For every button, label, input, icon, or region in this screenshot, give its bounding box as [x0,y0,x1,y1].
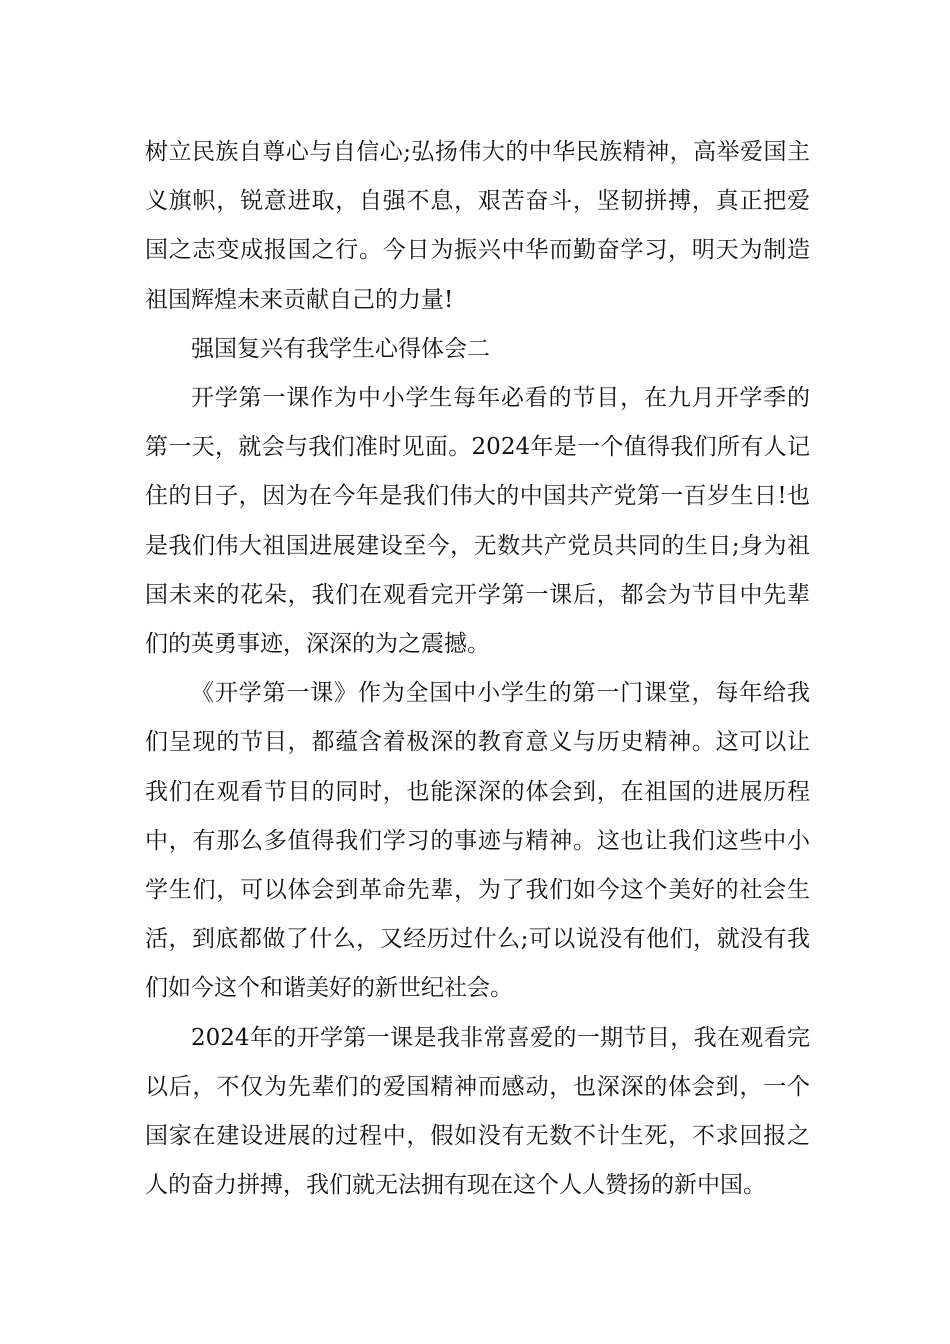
paragraph-continuation: 树立民族自尊心与自信心;弘扬伟大的中华民族精神，高举爱国主义旗帜，锐意进取，自强不息，艰苦奋斗，坚韧拼搏，真正把爱国之志变成报国之行。今日为振兴中华而勤奋学习，明天为制造祖国辉煌未来贡献自己的力量! [145,139,810,313]
document-body [145,128,810,1210]
paragraph: 2024年的开学第一课是我非常喜爱的一期节目，我在观看完以后，不仅为先辈们的爱国精神而感动，也深深的体会到，一个国家在建设进展的过程中，假如没有无数不计生死，不求回报之人的奋力拼搏，我们就无法拥有现在这个人人赞扬的新中国。 [145,1024,810,1199]
paragraph: 开学第一课作为中小学生每年必看的节目，在九月开学季的第一天，就会与我们准时见面。2024年是一个值得我们所有人记住的日子，因为在今年是我们伟大的中国共产党第一百岁生日!也是我们伟大祖国进展建设至今，无数共产党员共同的生日;身为祖国未来的花朵，我们在观看完开学第一课后，都会为节目中先辈们的英勇事迹，深深的为之震撼。 [145,385,810,658]
section-heading: 强国复兴有我学生心得体会二 [191,335,490,362]
paragraph: 《开学第一课》作为全国中小学生的第一门课堂，每年给我们呈现的节目，都蕴含着极深的教育意义与历史精神。这可以让我们在观看节目的同时，也能深深的体会到，在祖国的进展历程中，有那么多值得我们学习的事迹与精神。这也让我们这些中小学生们，可以体会到革命先辈，为了我们如今这个美好的社会生活，到底都做了什么，又经历过什么;可以说没有他们，就没有我们如今这个和谐美好的新世纪社会。 [145,680,810,1002]
